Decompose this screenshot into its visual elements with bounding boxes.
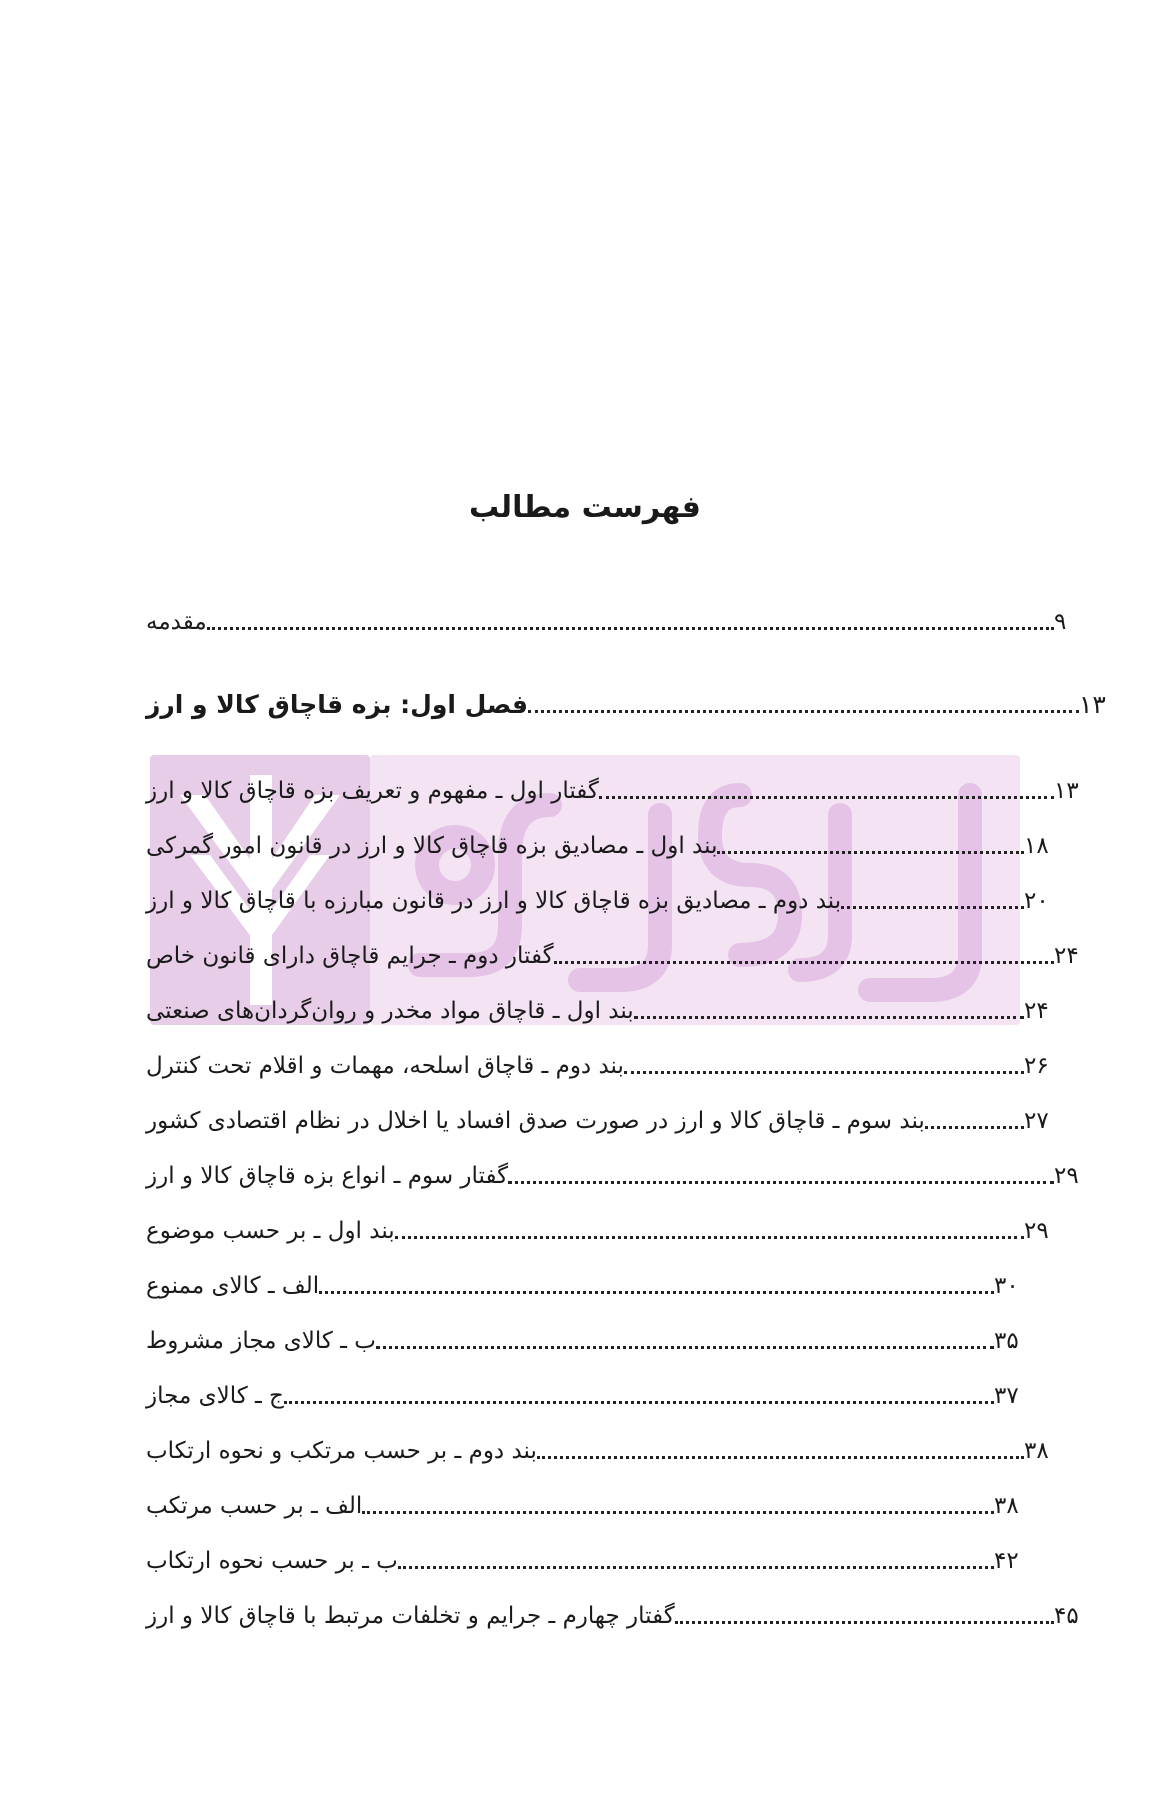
toc-page-number: ۱۳ — [1054, 778, 1079, 804]
toc-row — [140, 766, 1090, 806]
toc-row — [140, 1426, 1060, 1466]
dot-leader — [717, 851, 1024, 854]
toc-page-number: ۲۴ — [1054, 943, 1079, 969]
toc-page-number: ۳۸ — [1024, 1438, 1049, 1464]
toc-row — [140, 1151, 1090, 1191]
dot-leader — [624, 1071, 1024, 1074]
toc-page-number: ۳۷ — [994, 1383, 1019, 1409]
toc-page-number: ۲۷ — [1024, 1108, 1049, 1134]
toc-entry-title: گفتار اول ـ مفهوم و تعریف بزه قاچاق کالا و ارز — [146, 778, 599, 804]
toc-entry-title: الف ـ بر حسب مرتکب — [146, 1493, 363, 1519]
toc-page-number: ۴۲ — [994, 1548, 1019, 1574]
dot-leader — [841, 906, 1024, 909]
toc-page-number: ۲۶ — [1024, 1053, 1049, 1079]
dot-leader — [537, 1456, 1024, 1459]
toc-row — [140, 1536, 1030, 1576]
toc-row — [140, 1041, 1060, 1081]
toc-entry-title: بند اول ـ قاچاق مواد مخدر و روان‌گردان‌های صنعتی — [146, 998, 634, 1024]
dot-leader — [284, 1401, 994, 1404]
dot-leader — [675, 1621, 1054, 1624]
toc-page-number: ۱۸ — [1024, 833, 1049, 859]
toc-page-number: ۳۵ — [994, 1328, 1019, 1354]
toc-entry-title: فصل اول: بزه قاچاق کالا و ارز — [146, 690, 528, 719]
toc-entry-title: گفتار چهارم ـ جرایم و تخلفات مرتبط با قاچاق کالا و ارز — [146, 1603, 675, 1629]
toc-entry-title: گفتار دوم ـ جرایم قاچاق دارای قانون خاص — [146, 943, 554, 969]
toc-entry-title: بند دوم ـ مصادیق بزه قاچاق کالا و ارز در قانون مبارزه با قاچاق کالا و ارز — [146, 888, 842, 914]
toc-row — [140, 1096, 1060, 1136]
toc-entry-title: بند دوم ـ بر حسب مرتکب و نحوه ارتکاب — [146, 1438, 537, 1464]
dot-leader — [528, 710, 1079, 713]
dot-leader — [395, 1236, 1024, 1239]
toc-page-number: ۲۹ — [1054, 1163, 1079, 1189]
toc-row — [140, 1261, 1030, 1301]
toc-entry-title: بند اول ـ مصادیق بزه قاچاق کالا و ارز در قانون امور گمرکی — [146, 833, 718, 859]
dot-leader — [634, 1016, 1024, 1019]
toc-page-number: ۹ — [1054, 609, 1067, 635]
toc-row — [140, 1371, 1030, 1411]
toc-page-number: ۳۰ — [994, 1273, 1019, 1299]
toc-entry-title: ب ـ بر حسب نحوه ارتکاب — [146, 1548, 398, 1574]
toc-entry-title: مقدمه — [146, 609, 207, 635]
page-title: فهرست مطالب — [469, 490, 701, 525]
toc-entry-title: گفتار سوم ـ انواع بزه قاچاق کالا و ارز — [146, 1163, 509, 1189]
dot-leader — [508, 1181, 1054, 1184]
toc-row — [140, 986, 1060, 1026]
toc-page-number: ۳۸ — [994, 1493, 1019, 1519]
toc-entry-title: ب ـ کالای مجاز مشروط — [146, 1328, 376, 1354]
toc-page-number: ۲۴ — [1024, 998, 1049, 1024]
toc-page-number: ۱۳ — [1079, 690, 1106, 719]
dot-leader — [362, 1511, 994, 1514]
toc-row — [140, 1591, 1090, 1631]
toc-entry-title: بند سوم ـ قاچاق کالا و ارز در صورت صدق افساد یا اخلال در نظام اقتصادی کشور — [146, 1108, 925, 1134]
toc-entry-title: ج ـ کالای مجاز — [146, 1383, 284, 1409]
toc-page-number: ۲۰ — [1024, 888, 1049, 914]
dot-leader — [925, 1126, 1024, 1129]
toc-row — [140, 1481, 1030, 1521]
toc-row — [140, 1316, 1030, 1356]
toc-entry-title: بند دوم ـ قاچاق اسلحه، مهمات و اقلام تحت کنترل — [146, 1053, 624, 1079]
toc-entry-title: الف ـ کالای ممنوع — [146, 1273, 320, 1299]
dot-leader — [319, 1291, 994, 1294]
dot-leader — [554, 961, 1054, 964]
dot-leader — [599, 796, 1054, 799]
toc-page-number: ۲۹ — [1024, 1218, 1049, 1244]
toc-chapter-row — [140, 680, 1115, 720]
dot-leader — [376, 1346, 994, 1349]
toc-row — [140, 1206, 1060, 1246]
dot-leader — [207, 627, 1054, 630]
toc-entry-title: بند اول ـ بر حسب موضوع — [146, 1218, 395, 1244]
toc-row — [140, 821, 1060, 861]
toc-row — [140, 931, 1090, 971]
toc-row — [140, 597, 1090, 637]
toc-row — [140, 876, 1060, 916]
dot-leader — [398, 1566, 994, 1569]
toc-page-number: ۴۵ — [1054, 1603, 1079, 1629]
